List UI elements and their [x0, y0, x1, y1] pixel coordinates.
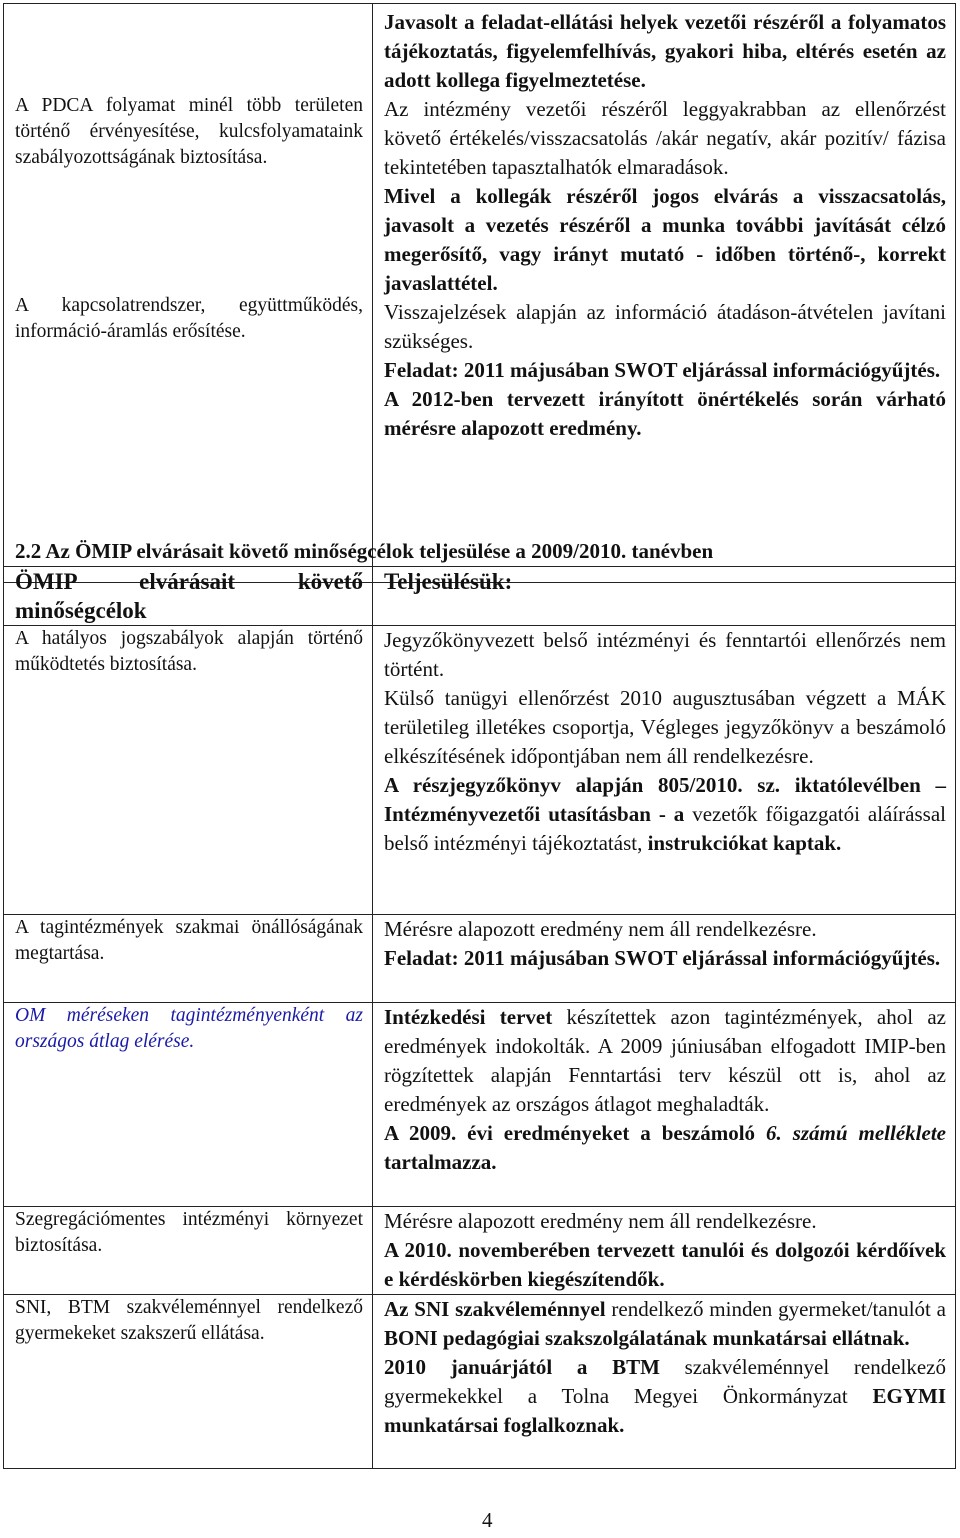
header-fulfilment	[373, 567, 956, 626]
table-row	[4, 1003, 956, 1207]
eval-p5: Feladat: 2011 májusában SWOT eljárással információgyűjtés.	[384, 358, 941, 382]
row2-goal	[4, 915, 373, 1003]
row4-goal	[4, 1207, 373, 1295]
row5-goal-text: SNI, BTM szakvéleménnyel rendelkező gyermekeket szakszerű ellátása.	[15, 1297, 363, 1344]
row5-result	[373, 1295, 956, 1469]
row1-result-p2: Külső tanügyi ellenőrzést 2010 augusztusában végzett a MÁK területileg illetékes csoportja, Végleges jegyzőkönyv a beszámoló elkészítésének időpontjában nem áll rendelkezésre.	[384, 686, 946, 768]
row5-result-p1	[384, 1295, 946, 1353]
row3-result-p2	[384, 1119, 946, 1177]
row3-r2-bold2: tartalmazza.	[384, 1150, 497, 1174]
row2-result-p2: Feladat: 2011 májusában SWOT eljárással információgyűjtés.	[384, 946, 941, 970]
goals-table	[3, 3, 956, 583]
row5-result-p2	[384, 1353, 946, 1440]
row3-r2-bold: A 2009. évi eredményeket a beszámoló	[384, 1121, 767, 1145]
row3-result-p1	[384, 1003, 946, 1119]
header-fulfilment-text: Teljesülésük:	[384, 569, 513, 594]
row4-result	[373, 1207, 956, 1295]
eval-p3: Mivel a kollegák részéről jogos elvárás a visszacsatolás, javasolt a vezetés részéről a munka további javítását célzó megerősítő, vagy irányt mutató - időben történő-, korrekt javaslattétel.	[384, 184, 946, 295]
row5-r1-normal: rendelkező minden gyermeket/tanulót a	[605, 1297, 946, 1321]
row1-goal-text: A hatályos jogszabályok alapján történő működtetés biztosítása.	[15, 628, 363, 675]
row1-result-p1: Jegyzőkönyvezett belső intézményi és fenntartói ellenőrzés nem történt.	[384, 628, 946, 681]
goal-cooperation: A kapcsolatrendszer, együttműködés, információ-áramlás erősítése.	[15, 295, 363, 342]
row5-r2-bold2: EGYMI munkatársai foglalkoznak.	[384, 1384, 946, 1437]
eval-p1: Javasolt a feladat-ellátási helyek vezetői részéről a folyamatos tájékoztatás, figyelemfelhívás, gyakori hiba, eltérés esetén az adott kollega figyelmeztetése.	[384, 10, 946, 92]
row4-result-p1: Mérésre alapozott eredmény nem áll rendelkezésre.	[384, 1209, 817, 1233]
row4-result-p2: A 2010. novemberében tervezett tanulói és dolgozói kérdőívek e kérdéskörben kiegészítendők.	[384, 1238, 946, 1291]
row5-r2-normal: szakvéleménnyel rendelkező gyermekekkel a Tolna Megyei Önkormányzat	[384, 1355, 946, 1408]
header-goals-text: ÖMIP elvárásait követő minőségcélok	[15, 569, 363, 623]
goals-cell	[4, 4, 373, 583]
evaluation-cell	[373, 4, 956, 583]
row5-r1-bold: Az SNI szakvéleménnyel	[384, 1297, 606, 1321]
row5-goal	[4, 1295, 373, 1469]
row5-r1-bold2: BONI pedagógiai szakszolgálatának munkatársai ellátnak.	[384, 1326, 910, 1350]
row5-r2-bold: 2010 januárjától a BTM	[384, 1355, 660, 1379]
row1-r3-bold2: instrukciókat kaptak.	[647, 831, 842, 855]
row2-result-p1: Mérésre alapozott eredmény nem áll rendelkezésre.	[384, 917, 817, 941]
row2-result	[373, 915, 956, 1003]
row3-goal-text: OM méréseken tagintézményenként az országos átlag elérése.	[15, 1005, 363, 1052]
eval-p2: Az intézmény vezetői részéről leggyakrabban az ellenőrzést követő értékelés/visszacsatolás /akár negatív, akár pozitív/ fázisa tekintetében tapasztalhatók elmaradások.	[384, 97, 946, 179]
goal-pdca: A PDCA folyamat minél több területen történő érvényesítése, kulcsfolyamataink szabályozottságának biztosítása.	[15, 95, 363, 168]
table-header-row	[4, 567, 956, 626]
page-number: 4	[482, 1508, 493, 1532]
row3-r1-bold: Intézkedési tervet	[384, 1005, 553, 1029]
table-row	[4, 626, 956, 915]
row1-result-p3	[384, 771, 946, 858]
row2-goal-text: A tagintézmények szakmai önállóságának megtartása.	[15, 917, 363, 964]
row4-goal-text: Szegregációmentes intézményi környezet biztosítása.	[15, 1209, 363, 1256]
eval-p4: Visszajelzések alapján az információ átadáson-átvételen javítani szükséges.	[384, 300, 946, 353]
row1-result	[373, 626, 956, 915]
row3-goal	[4, 1003, 373, 1207]
table-row	[4, 1207, 956, 1295]
row1-goal	[4, 626, 373, 915]
row3-r1-normal: készítettek azon tagintézmények, ahol az eredmények indokolták. A 2009 júniusában elfogadott IMIP-ben rögzítettek alapján Fenntartási terv készül ott is, ahol az eredmények az országos átlagot meghaladták.	[384, 1005, 946, 1116]
table-row	[4, 915, 956, 1003]
quality-goals-table	[3, 566, 956, 1469]
header-goals	[4, 567, 373, 626]
row3-r2-bold-italic: 6. számú melléklete	[766, 1121, 946, 1145]
row3-result	[373, 1003, 956, 1207]
eval-p6: A 2012-ben tervezett irányított önértékelés során várható mérésre alapozott eredmény.	[384, 387, 946, 440]
row1-r3-normal: vezetők főigazgatói aláírással belső intézményi tájékoztatást,	[384, 802, 946, 855]
section-heading: 2.2 Az ÖMIP elvárásait követő minőségcélok teljesülése a 2009/2010. tanévben	[15, 539, 714, 563]
row1-r3-bold: A részjegyzőkönyv alapján 805/2010. sz. iktatólevélben – Intézményvezetői utasításban - a	[384, 773, 946, 826]
table-row	[4, 1295, 956, 1469]
